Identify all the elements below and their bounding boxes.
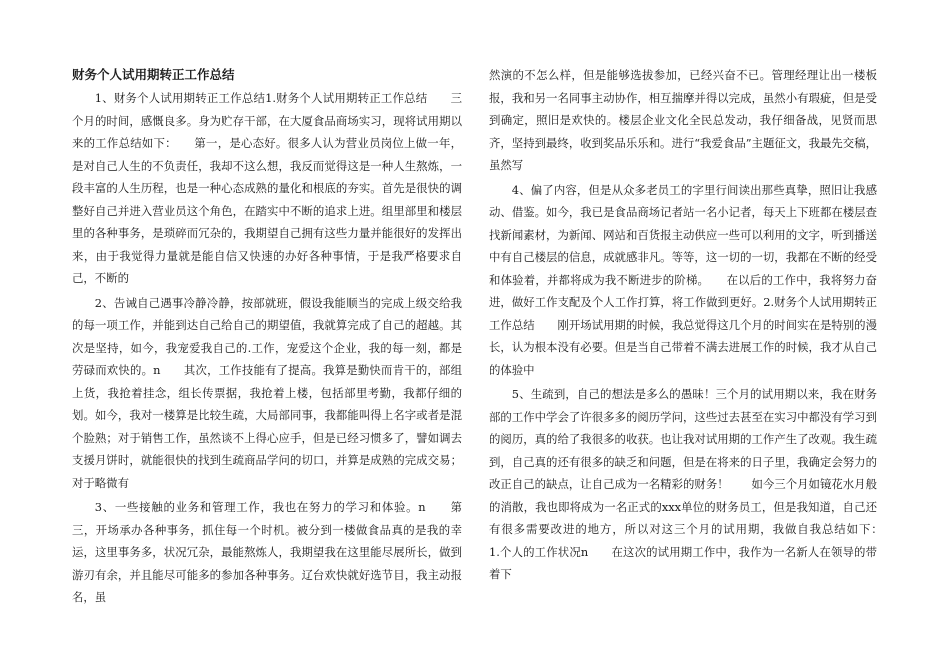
left-column <box>72 64 462 609</box>
paragraph-4: 4、偏了内容，但是从众多老员工的字里行间读出那些真挚，照旧让我感动、借鉴。如今，我已是食品商场记者站一名小记者，每天上下班都在楼层查找新闻素材，为新闻、网站和百货报主动供应一些可以利用的文字，听到播送中有自己楼层的信息，成就感非凡。等等，这一切的一切，我都在不断的经受和体验着，并都将成为我不断进步的阶梯。 在以后的工作中，我将努力奋进，做好工作支配及个人工作打算，将工作做到更好。2.财务个人试用期转正工作总结 刚开场试用期的时候，我总觉得这几个月的时间实在是特别的漫长，认为根本没有必要。但是当自己带着不满去进展工作的时候，我才从自己的体验中 <box>489 182 877 377</box>
paragraph-5: 5、生疏到，自己的想法是多么的愚昧！三个月的试用期以来，我在财务部的工作中学会了许很多多的阅历学问，这些过去甚至在实习中都没有学习到的阅历，真的给了我很多的收获。也让我对试用期的工作产生了改观。我生疏到，自己真的还有很多的缺乏和问题，但是在将来的日子里，我确定会努力的改正自己的缺点，让自己成为一名精彩的财务！ 如今三个月如镜花水月般的消散，我也即将成为一名正式的xxx单位的财务员工，但是我知道，自己还有很多需要改进的地方，所以对这三个月的试用期，我做自我总结如下： 1.个人的工作状况n 在这次的试用期工作中，我作为一名新人在领导的带着下 <box>489 387 900 581</box>
paragraph-1: 1、财务个人试用期转正工作总结1.财务个人试用期转正工作总结 三个月的时间，感慨良多。身为贮存干部，在大厦食品商场实习，现将试用期以来的工作总结如下： 第一，是心态好。很多人认为营业员岗位上做一年，是对自己人生的不负责任，我却不这么想，我反而觉得这是一种人生熬炼，一段丰富的人生历程，也是一种心态成熟的量化和根底的夯实。首先是很快的调整好自己并进入营业员这个角色，在踏实中不断的追求上进。组里部里和楼层里的各种事务，是琐碎而冗杂的，我期望自己拥有这些力量并能很好的发挥出来，由于我觉得力量就是能自信又快速的办好各种事情，于是我严格要求自己，不断的 <box>72 91 462 285</box>
paragraph-3: 3、一些接触的业务和管理工作，我也在努力的学习和体验。n 第三，开场承办各种事务，抓住每一个时机。被分到一楼做食品真的是我的幸运，这里事务多，状况冗杂，最能熬炼人，我期望我在这里能尽展所长，做到游刃有余，并且能尽可能多的参加各种事务。辽台欢快就好选节目，我主动报名，虽 <box>72 500 462 604</box>
right-column <box>489 64 900 586</box>
document-title: 财务个人试用期转正工作总结 <box>72 67 235 82</box>
paragraph-2: 2、告诫自己遇事冷静冷静，按部就班，假设我能顺当的完成上级交给我的每一项工作，并能到达自己给自己的期望值，我就算完成了自己的超越。其次是坚持，如今，我宠爱我自己的.工作，宠爱这个企业，我的每一刻，都是劳碌而欢快的。n 其次，工作技能有了提高。我算是勤快而肯干的，部组上货，我抢着挂念，组长传票据，我抢着上楼，包括部里考勤，我都仔细的划。如今，我对一楼算是比较生疏，大局部同事，我都能叫得上名字或者是混个脸熟；对于销售工作，虽然谈不上得心应手，但是已经习惯多了，譬如调去支援月饼时，就能很快的找到生疏商品学问的切口，并算是成熟的完成交易；对于略微有 <box>72 295 462 490</box>
paragraph-3-continued: 然演的不怎么样，但是能够选拔参加，已经兴奋不已。管理经理让出一楼板报，我和另一名同事主动协作，相互揣摩并得以完成，虽然小有瑕疵，但是受到确定，照旧是欢快的。楼层企业文化全民总发动，我仔细备战，见贤而思齐，坚持到最终，收到奖品乐乐和。进行“我爱食品”主题征文，我最先交稿，虽然写 <box>489 68 877 172</box>
